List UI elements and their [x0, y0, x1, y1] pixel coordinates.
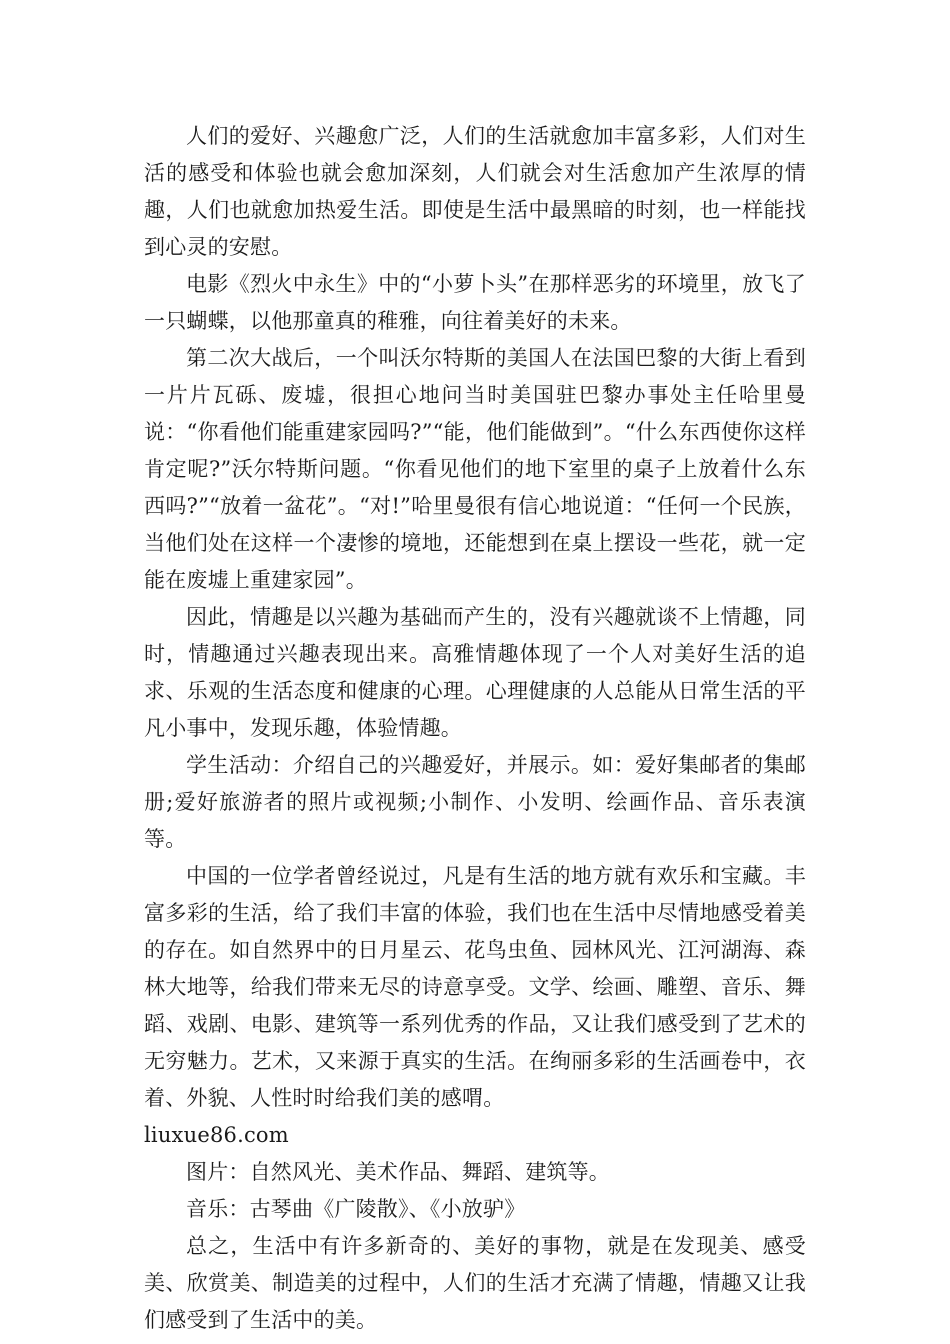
- paragraph-student-activity: 学生活动：介绍自己的兴趣爱好，并展示。如：爱好集邮者的集邮册;爱好旅游者的照片或视频;小制作、小发明、绘画作品、音乐表演等。: [144, 753, 806, 851]
- paragraph-hobbies: 人们的爱好、兴趣愈广泛，人们的生活就愈加丰富多彩，人们对生活的感受和体验也就会愈加深刻，人们就会对生活愈加产生浓厚的情趣，人们也就愈加热爱生活。即使是生活中最黑暗的时刻，也一样能找到心灵的安慰。: [144, 124, 806, 259]
- paragraph-pictures: 图片：自然风光、美术作品、舞蹈、建筑等。: [186, 1160, 610, 1184]
- paragraph-paris: 第二次大战后，一个叫沃尔特斯的美国人在法国巴黎的大街上看到一片片瓦砾、废墟，很担心地问当时美国驻巴黎办事处主任哈里曼说：“你看他们能重建家园吗?”“能，他们能做到”。“什么东西使你这样肯定呢?”沃尔特斯问题。“你看见他们的地下室里的桌子上放着什么东西吗?”“放着一盆花”。“对!”哈里曼很有信心地说道：“任何一个民族，当他们处在这样一个凄惨的境地，还能想到在桌上摆设一些花，就一定能在废墟上重建家园”。: [144, 346, 806, 592]
- paragraph-scholar: 中国的一位学者曾经说过，凡是有生活的地方就有欢乐和宝藏。丰富多彩的生活，给了我们丰富的体验，我们也在生活中尽情地感受着美的存在。如自然界中的日月星云、花鸟虫鱼、园林风光、江河湖海、森林大地等，给我们带来无尽的诗意享受。文学、绘画、雕塑、音乐、舞蹈、戏剧、电影、建筑等一系列优秀的作品，又让我们感受到了艺术的无穷魅力。艺术，又来源于真实的生活。在绚丽多彩的生活画卷中，衣着、外貌、人性时时给我们美的感喟。: [144, 864, 806, 1110]
- paragraph-film: 电影《烈火中永生》中的“小萝卜头”在那样恶劣的环境里，放飞了一只蝴蝶，以他那童真的稚雅，向往着美好的未来。: [144, 272, 806, 333]
- source-watermark-text: liuxue86.com: [144, 1123, 289, 1147]
- paragraph-summary: 总之，生活中有许多新奇的、美好的事物，就是在发现美、感受美、欣赏美、制造美的过程中，人们的生活才充满了情趣，情趣又让我们感受到了生活中的美。: [144, 1234, 806, 1332]
- document-body: [144, 118, 806, 1339]
- paragraph-conclusion-interest: 因此，情趣是以兴趣为基础而产生的，没有兴趣就谈不上情趣，同时，情趣通过兴趣表现出来。高雅情趣体现了一个人对美好生活的追求、乐观的生活态度和健康的心理。心理健康的人总能从日常生活的平凡小事中，发现乐趣，体验情趣。: [144, 605, 806, 740]
- paragraph-music: 音乐：古琴曲《广陵散》、《小放驴》: [186, 1197, 526, 1221]
